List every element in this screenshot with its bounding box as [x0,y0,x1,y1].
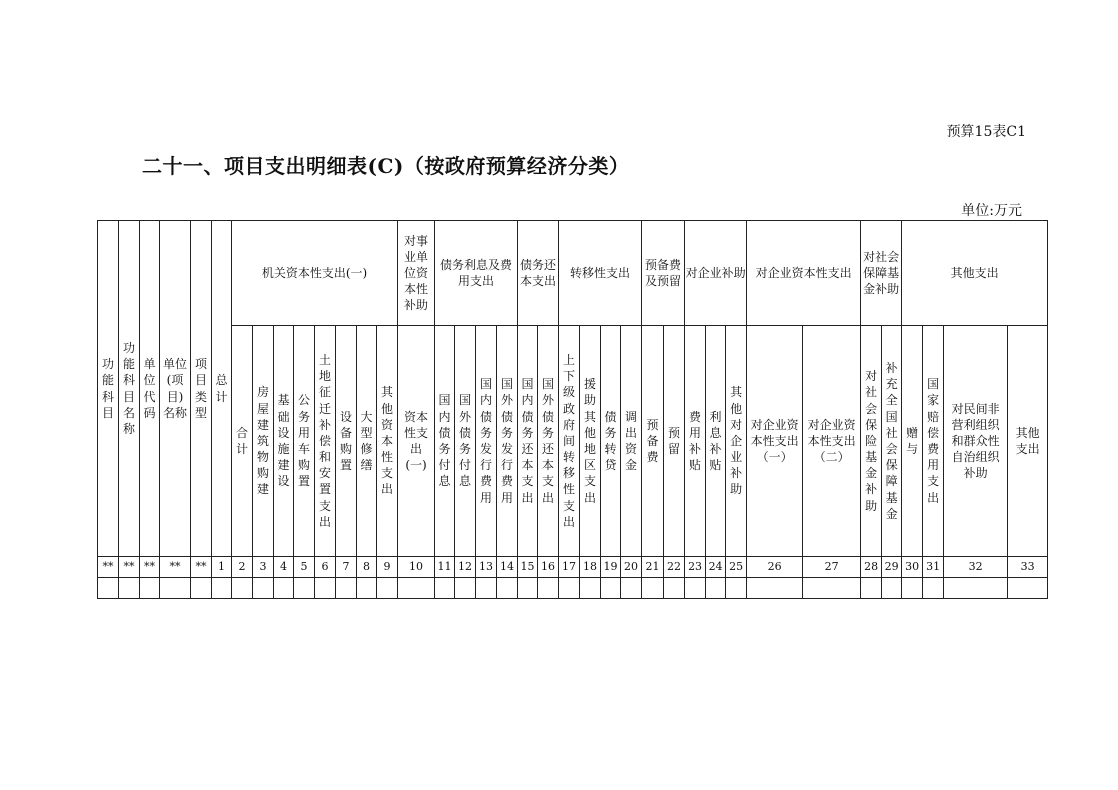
number-cell: 16 [538,557,559,578]
header-unit-name: 单位(项目)名称 [160,221,191,557]
group-header-4: 债务还本支出 [518,221,559,326]
number-cell: 30 [902,557,923,578]
header-function-subject-name: 功能科目名称 [119,221,140,557]
number-cell: 19 [601,557,621,578]
number-cell: ** [98,557,119,578]
column-number-row [98,557,1048,578]
number-cell: 32 [944,557,1008,578]
group-header-8: 对企业资本性支出 [747,221,861,326]
col-header: 国外债务还本支出 [538,326,559,557]
col-header: 费用补贴 [685,326,706,557]
group-header-1: 机关资本性支出(一) [232,221,398,326]
number-cell: 13 [476,557,497,578]
col-header: 调出资金 [621,326,642,557]
col-header: 国内债务付息 [435,326,455,557]
col-header: 国家赔偿费用支出 [923,326,944,557]
number-cell: ** [119,557,140,578]
number-cell: 10 [398,557,435,578]
col-header: 其他支出 [1008,326,1048,557]
number-cell: 26 [747,557,803,578]
number-cell: 3 [253,557,274,578]
number-cell: 5 [294,557,315,578]
table-code: 预算15表C1 [946,124,1026,140]
number-cell: 9 [377,557,398,578]
number-cell: ** [160,557,191,578]
col-header: 公务用车购置 [294,326,315,557]
detail-table [97,220,1048,599]
col-header: 赠与 [902,326,923,557]
number-cell: 18 [580,557,601,578]
number-cell: 28 [861,557,882,578]
number-cell: 11 [435,557,455,578]
number-cell: 22 [664,557,685,578]
group-header-6: 预备费及预留 [642,221,685,326]
number-cell: 17 [559,557,580,578]
col-header: 其他资本性支出 [377,326,398,557]
col-header: 国内债务还本支出 [518,326,538,557]
col-header: 国外债务付息 [455,326,476,557]
col-header: 设备购置 [336,326,357,557]
col-header: 对社会保险基金补助 [861,326,882,557]
col-header: 土地征迁补偿和安置支出 [315,326,336,557]
unit-label: 单位:万元 [961,203,1022,219]
col-header: 预备费 [642,326,664,557]
header-project-type: 项目类型 [191,221,212,557]
number-cell: 12 [455,557,476,578]
group-header-3: 债务利息及费用支出 [435,221,518,326]
header-function-subject: 功能科目 [98,221,119,557]
col-header: 国外债务发行费用 [497,326,518,557]
number-cell: 4 [274,557,294,578]
col-header: 援助其他地区支出 [580,326,601,557]
group-header-5: 转移性支出 [559,221,642,326]
col-header: 资本性支出(一) [398,326,435,557]
header-unit-code: 单位代码 [140,221,160,557]
number-cell: ** [140,557,160,578]
group-header-7: 对企业补助 [685,221,747,326]
group-header-10: 其他支出 [902,221,1048,326]
number-cell: 25 [726,557,747,578]
page-title: 二十一、项目支出明细表(C)（按政府预算经济分类） [142,154,630,178]
col-header: 基础设施建设 [274,326,294,557]
number-cell: 23 [685,557,706,578]
number-cell: 31 [923,557,944,578]
number-cell: 15 [518,557,538,578]
col-header: 对民间非营利组织和群众性自治组织补助 [944,326,1008,557]
group-header-2: 对事业单位资本性补助 [398,221,435,326]
col-header: 债务转贷 [601,326,621,557]
col-header: 补充全国社会保障基金 [882,326,902,557]
number-cell: 33 [1008,557,1048,578]
col-header: 其他对企业补助 [726,326,747,557]
number-cell: 14 [497,557,518,578]
col-header: 预留 [664,326,685,557]
number-cell: 24 [706,557,726,578]
group-header-9: 对社会保障基金补助 [861,221,902,326]
number-cell: 2 [232,557,253,578]
number-cell: 6 [315,557,336,578]
col-header: 房屋建筑物购建 [253,326,274,557]
col-header: 大型修缮 [357,326,377,557]
number-cell: 27 [803,557,861,578]
number-cell: 20 [621,557,642,578]
number-cell: 29 [882,557,902,578]
number-cell: 7 [336,557,357,578]
number-cell: 8 [357,557,377,578]
col-header: 对企业资本性支出（一） [747,326,803,557]
col-header: 上下级政府间转移性支出 [559,326,580,557]
col-header: 利息补贴 [706,326,726,557]
number-cell: 1 [212,557,232,578]
header-total: 总计 [212,221,232,557]
empty-data-row [98,578,1048,599]
col-header: 国内债务发行费用 [476,326,497,557]
col-header: 对企业资本性支出（二） [803,326,861,557]
number-cell: 21 [642,557,664,578]
number-cell: ** [191,557,212,578]
col-header: 合计 [232,326,253,557]
